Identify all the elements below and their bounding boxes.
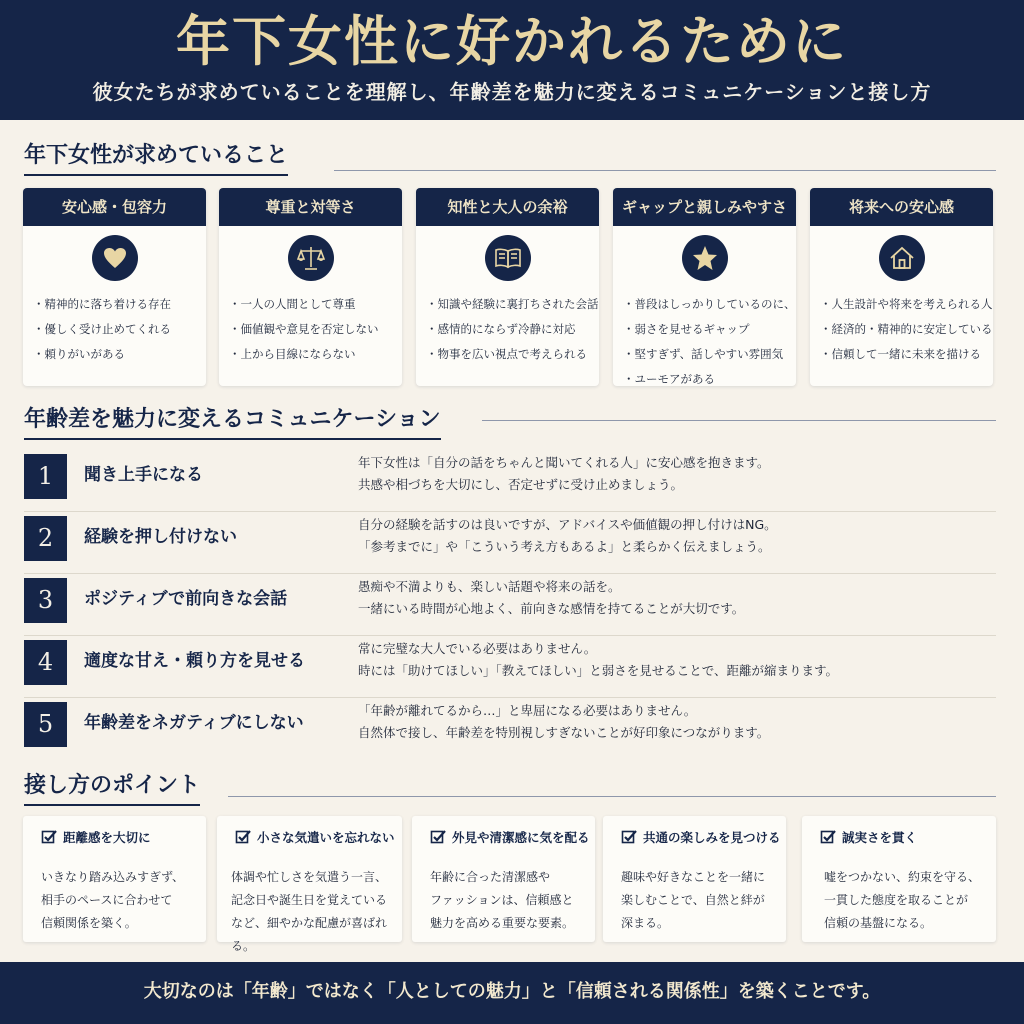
step-title: 経験を押し付けない bbox=[84, 527, 237, 547]
list-item: ・ 上から目線にならない bbox=[229, 342, 398, 367]
card-title: 知性と大人の余裕 bbox=[416, 188, 599, 226]
point-title: 小さな気遣いを忘れない bbox=[257, 830, 395, 845]
list-item: ・ 堅すぎず、話しやすい雰囲気 bbox=[623, 342, 792, 367]
point-body bbox=[621, 866, 780, 935]
list-item: ・ 弱さを見せるギャップ bbox=[623, 317, 792, 342]
step-description bbox=[358, 638, 838, 682]
step-title: 年齢差をネガティブにしない bbox=[84, 713, 304, 733]
step-number: 4 bbox=[24, 640, 67, 685]
step-desc-line: 年下女性は「自分の話をちゃんと聞いてくれる人」に安心感を抱きます。 bbox=[358, 455, 770, 470]
point-body bbox=[430, 866, 589, 935]
checkbox-icon bbox=[430, 829, 446, 845]
list-item: ・ ユーモアがある bbox=[623, 367, 792, 392]
header-banner bbox=[0, 0, 1024, 120]
list-item: ・ 精神的に落ち着ける存在 bbox=[33, 292, 202, 317]
point-body bbox=[231, 866, 396, 958]
step-desc-line: 一緒にいる時間が心地よく、前向きな感情を持てることが大切です。 bbox=[358, 601, 745, 616]
step-number: 1 bbox=[24, 454, 67, 499]
step-description bbox=[358, 576, 744, 620]
section-title-points: 接し方のポイント bbox=[24, 770, 200, 806]
point-body-line: 年齢に合った清潔感や bbox=[430, 870, 551, 884]
step-desc-line: 共感や相づちを大切にし、否定せずに受け止めましょう。 bbox=[358, 477, 684, 492]
step-desc-line: 常に完璧な大人でいる必要はありません。 bbox=[358, 641, 597, 656]
point-body-line: 楽しむことで、自然と絆が bbox=[621, 893, 765, 907]
point-card bbox=[412, 816, 595, 942]
step-title: 聞き上手になる bbox=[84, 465, 203, 485]
step-item bbox=[24, 700, 996, 760]
step-description bbox=[358, 700, 769, 744]
section-title-communication: 年齢差を魅力に変えるコミュニケーション bbox=[24, 404, 441, 440]
card-security bbox=[23, 188, 206, 386]
list-item: ・ 信頼して一緒に未来を描ける bbox=[820, 342, 989, 367]
card-title: ギャップと親しみやすさ bbox=[613, 188, 796, 226]
point-body-line: 体調や忙しさを気遣う一言、 bbox=[231, 870, 388, 884]
point-body-line: 深まる。 bbox=[621, 916, 670, 930]
point-body-line: 相手のペースに合わせて bbox=[41, 893, 173, 907]
point-body-line: ファッションは、信頼感と bbox=[430, 893, 574, 907]
point-card bbox=[217, 816, 402, 953]
step-item bbox=[24, 514, 996, 574]
point-body-line: 信頼の基盤になる。 bbox=[824, 916, 933, 930]
section-divider bbox=[334, 170, 996, 171]
point-header bbox=[41, 828, 202, 848]
card-title: 安心感・包容力 bbox=[23, 188, 206, 226]
step-item bbox=[24, 638, 996, 698]
list-item: ・ 人生設計や将来を考えられる人 bbox=[820, 292, 989, 317]
section-divider bbox=[228, 796, 996, 797]
card-title: 将来への安心感 bbox=[810, 188, 993, 226]
list-item: ・ 経済的・精神的に安定している bbox=[820, 317, 989, 342]
scales-icon bbox=[288, 235, 334, 281]
step-desc-line: 時には「助けてほしい」「教えてほしい」と弱さを見せることで、距離が縮まります。 bbox=[358, 663, 839, 678]
point-header bbox=[621, 828, 782, 848]
card-intellect bbox=[416, 188, 599, 386]
point-card bbox=[603, 816, 786, 942]
list-item: ・ 頼りがいがある bbox=[33, 342, 202, 367]
list-item: ・ 一人の人間として尊重 bbox=[229, 292, 398, 317]
step-desc-line: 自然体で接し、年齢差を特別視しすぎないことが好印象につながります。 bbox=[358, 725, 770, 740]
checkbox-icon bbox=[235, 829, 251, 845]
list-item: ・ 知識や経験に裏打ちされた会話 bbox=[426, 292, 595, 317]
point-body-line: 記念日や誕生日を覚えている bbox=[231, 893, 388, 907]
step-number: 5 bbox=[24, 702, 67, 747]
point-header bbox=[430, 828, 591, 848]
page-subtitle: 彼女たちが求めていることを理解し、年齢差を魅力に変えるコミュニケーションと接し方 bbox=[92, 80, 932, 104]
card-gap bbox=[613, 188, 796, 386]
point-card bbox=[23, 816, 206, 942]
step-number: 2 bbox=[24, 516, 67, 561]
book-icon bbox=[485, 235, 531, 281]
point-body-line: など、細やかな配慮が喜ばれる。 bbox=[231, 916, 388, 953]
step-title: 適度な甘え・頼り方を見せる bbox=[84, 651, 305, 671]
step-desc-line: 「年齢が離れてるから…」と卑屈になる必要はありません。 bbox=[358, 703, 697, 718]
checkbox-icon bbox=[41, 829, 57, 845]
point-body-line: 一貫した態度を取ることが bbox=[824, 893, 969, 907]
point-title: 共通の楽しみを見つける bbox=[643, 830, 781, 845]
step-item bbox=[24, 576, 996, 636]
house-icon bbox=[879, 235, 925, 281]
list-item: ・ 物事を広い視点で考えられる bbox=[426, 342, 595, 367]
list-item: ・ 普段はしっかりしているのに、 bbox=[623, 292, 792, 317]
footer-banner bbox=[0, 962, 1024, 1024]
point-header bbox=[820, 828, 992, 848]
card-future bbox=[810, 188, 993, 386]
star-icon bbox=[682, 235, 728, 281]
step-description bbox=[358, 514, 777, 558]
point-card bbox=[802, 816, 996, 942]
step-desc-line: 愚痴や不満よりも、楽しい話題や将来の話を。 bbox=[358, 579, 621, 594]
point-header bbox=[235, 828, 398, 848]
point-title: 距離感を大切に bbox=[63, 830, 151, 845]
list-item: ・ 感情的にならず冷静に対応 bbox=[426, 317, 595, 342]
list-item: ・ 価値観や意見を否定しない bbox=[229, 317, 398, 342]
card-respect bbox=[219, 188, 402, 386]
checkbox-icon bbox=[621, 829, 637, 845]
point-title: 外見や清潔感に気を配る bbox=[452, 830, 590, 845]
section-title-wants: 年下女性が求めていること bbox=[24, 140, 288, 176]
step-title: ポジティブで前向きな会話 bbox=[84, 589, 288, 609]
footer-message: 大切なのは「年齢」ではなく「人としての魅力」と「信頼される関係性」を築くことです。 bbox=[143, 981, 881, 1002]
step-item bbox=[24, 452, 996, 512]
point-body-line: いきなり踏み込みすぎず、 bbox=[41, 870, 185, 884]
heart-icon bbox=[92, 235, 138, 281]
card-title: 尊重と対等さ bbox=[219, 188, 402, 226]
point-body-line: 趣味や好きなことを一緒に bbox=[621, 870, 766, 884]
step-number: 3 bbox=[24, 578, 67, 623]
point-body-line: 嘘をつかない、約束を守る、 bbox=[824, 870, 981, 884]
point-body-line: 信頼関係を築く。 bbox=[41, 916, 137, 930]
step-desc-line: 自分の経験を話すのは良いですが、アドバイスや価値観の押し付けはNG。 bbox=[358, 517, 777, 532]
section-divider bbox=[482, 420, 996, 421]
checkbox-icon bbox=[820, 829, 836, 845]
step-description bbox=[358, 452, 770, 496]
point-body bbox=[41, 866, 200, 935]
page-title: 年下女性に好かれるために bbox=[176, 9, 848, 73]
point-body bbox=[824, 866, 990, 935]
step-desc-line: 「参考までに」や「こういう考え方もあるよ」と柔らかく伝えましょう。 bbox=[358, 539, 771, 554]
point-body-line: 魅力を高める重要な要素。 bbox=[430, 916, 575, 930]
list-item: ・ 優しく受け止めてくれる bbox=[33, 317, 202, 342]
point-title: 誠実さを貫く bbox=[842, 830, 918, 845]
